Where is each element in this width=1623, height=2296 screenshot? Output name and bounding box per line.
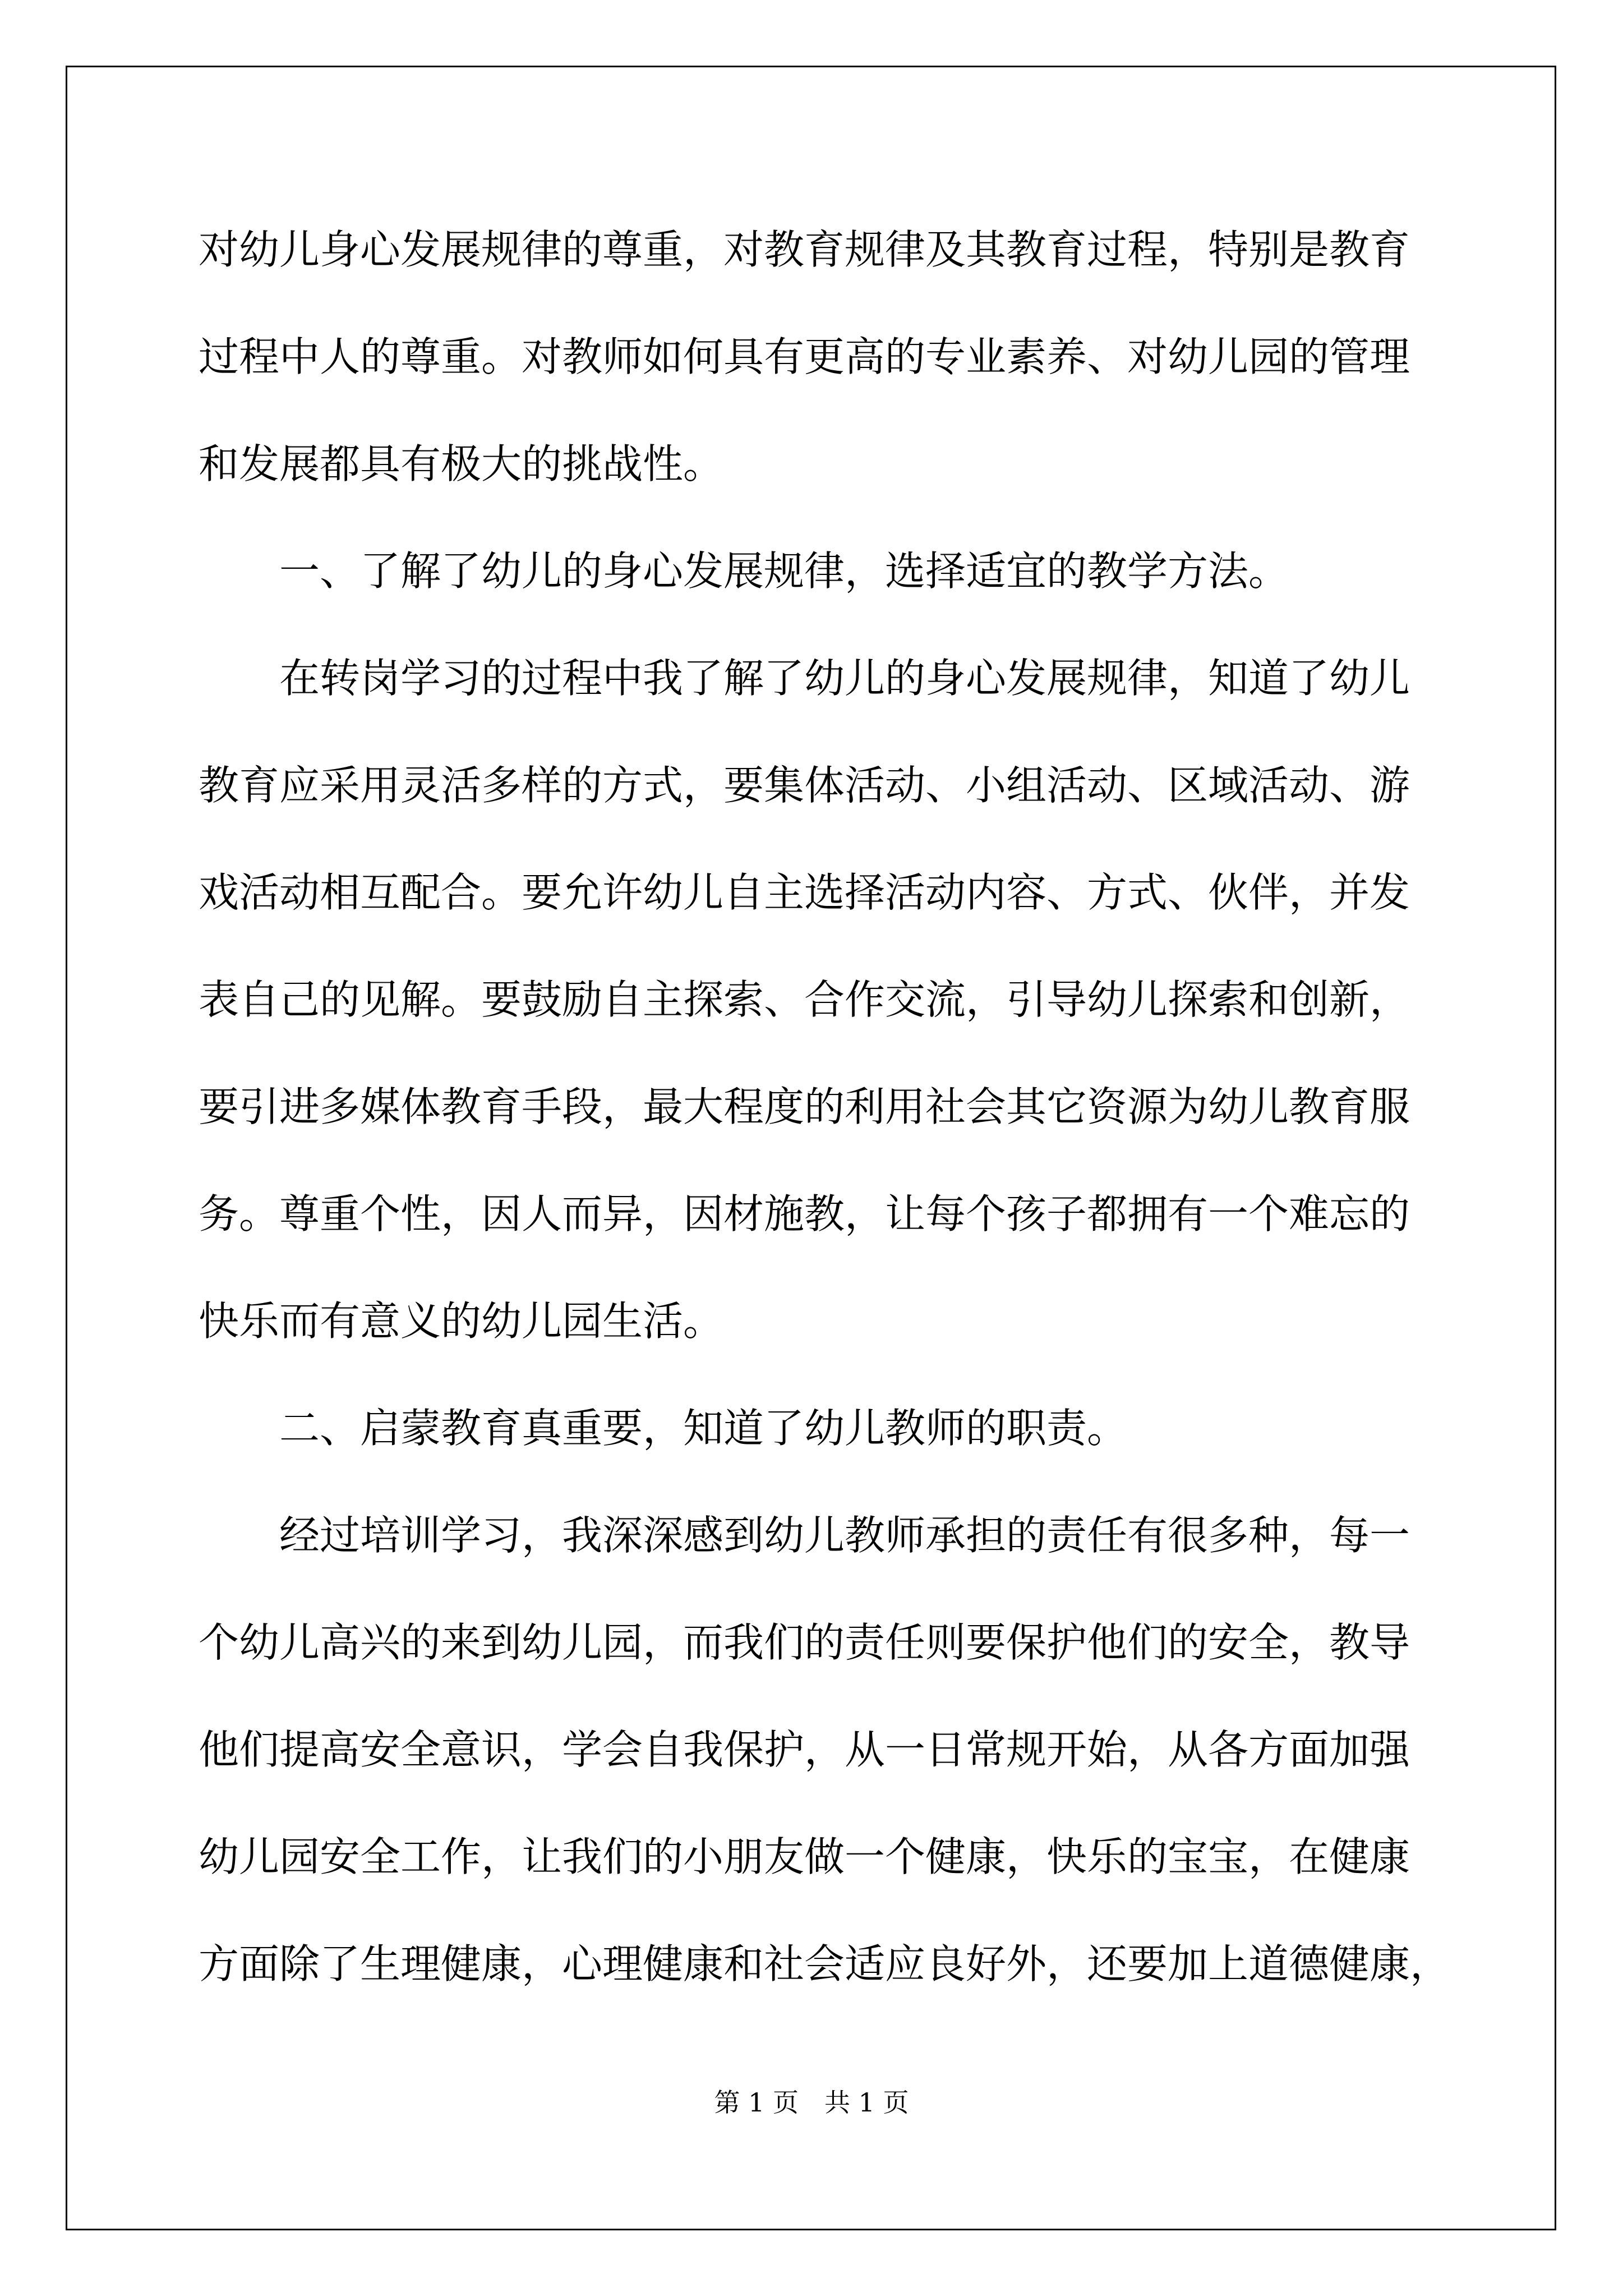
text-line: 二、启蒙教育真重要，知道了幼儿教师的职责。 — [199, 1405, 1128, 1452]
text-line: 在转岗学习的过程中我了解了幼儿的身心发展规律，知道了幼儿 — [199, 655, 1410, 702]
text-line: 快乐而有意义的幼儿园生活。 — [199, 1297, 724, 1345]
text-line: 教育应采用灵活多样的方式，要集体活动、小组活动、区域活动、游 — [199, 762, 1410, 809]
text-line: 方面除了生理健康，心理健康和社会适应良好外，还要加上道德健康， — [199, 1940, 1451, 1987]
text-line: 对幼儿身心发展规律的尊重，对教育规律及其教育过程，特别是教育 — [199, 226, 1410, 273]
text-line: 幼儿园安全工作，让我们的小朋友做一个健康，快乐的宝宝，在健康 — [199, 1833, 1410, 1880]
text-line: 过程中人的尊重。对教师如何具有更高的专业素养、对幼儿园的管理 — [199, 333, 1410, 380]
text-line: 表自己的见解。要鼓励自主探索、合作交流，引导幼儿探索和创新， — [199, 976, 1410, 1023]
text-line: 要引进多媒体教育手段，最大程度的利用社会其它资源为幼儿教育服 — [199, 1083, 1410, 1130]
text-line: 戏活动相互配合。要允许幼儿自主选择活动内容、方式、伙伴，并发 — [199, 869, 1410, 916]
text-line: 个幼儿高兴的来到幼儿园，而我们的责任则要保护他们的安全，教导 — [199, 1619, 1410, 1666]
text-line: 务。尊重个性，因人而异，因材施教，让每个孩子都拥有一个难忘的 — [199, 1190, 1410, 1237]
text-line: 经过培训学习，我深深感到幼儿教师承担的责任有很多种，每一 — [199, 1512, 1410, 1559]
text-line: 和发展都具有极大的挑战性。 — [199, 440, 724, 487]
page-footer: 第 1 页 共 1 页 — [714, 2087, 909, 2118]
text-line: 他们提高安全意识，学会自我保护，从一日常规开始，从各方面加强 — [199, 1726, 1410, 1773]
text-line: 一、了解了幼儿的身心发展规律，选择适宜的教学方法。 — [199, 547, 1289, 595]
